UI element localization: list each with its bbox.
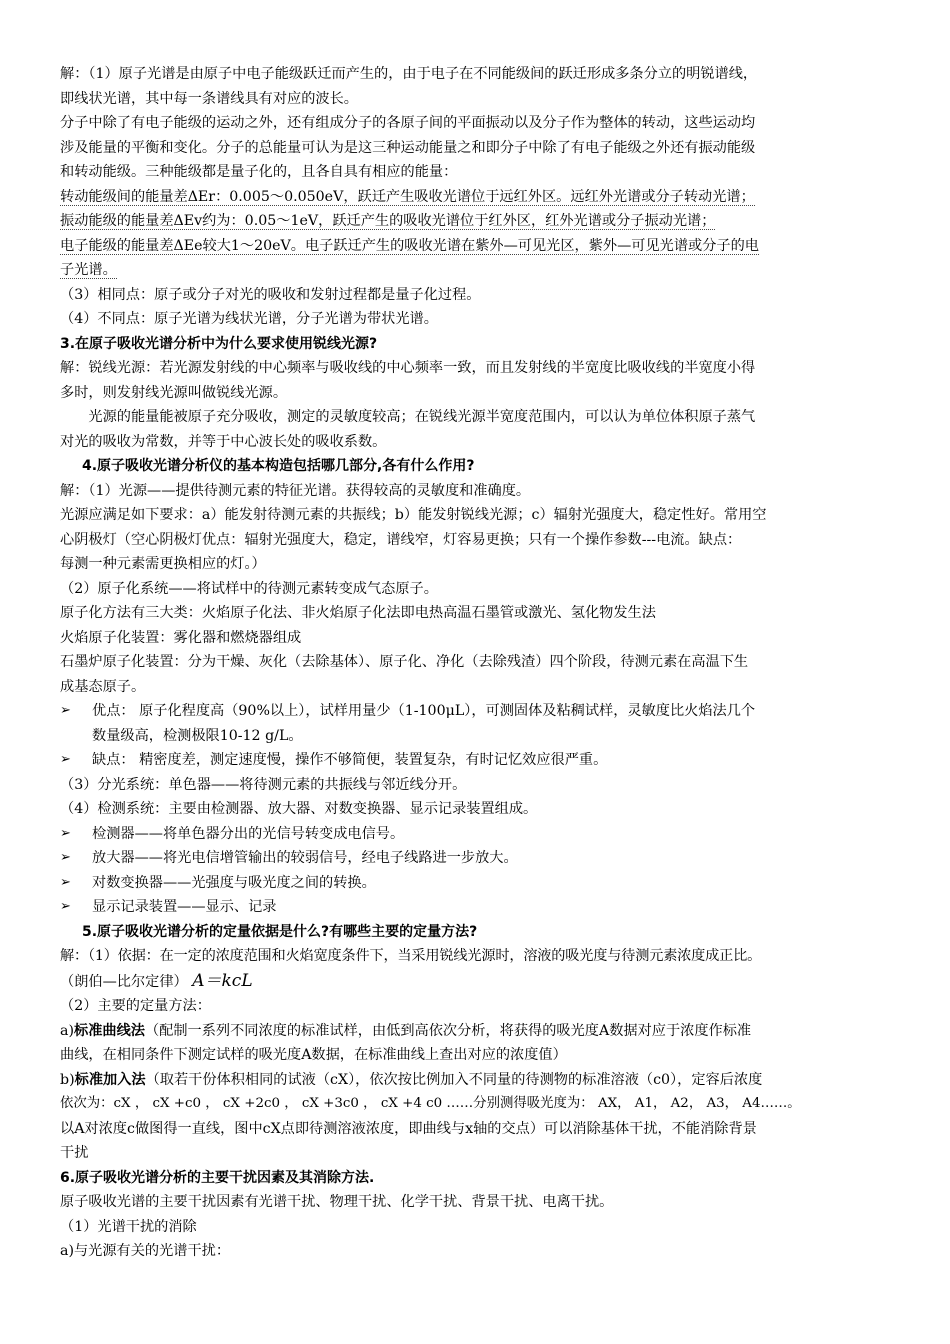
answer-line: 火焰原子化装置：雾化器和燃烧器组成 [60,629,302,646]
answer-line: 心阴极灯（空心阴极灯优点：辐射光强度大，稳定，谱线窄，灯容易更换；只有一个操作参数---电流。缺点： [60,531,742,548]
answer-line: 石墨炉原子化装置：分为干燥、灰化（去除基体）、原子化、净化（去除残渣）四个阶段，待测元素在高温下生 [60,654,749,670]
underlined-line [60,258,890,283]
electron-energy-text: 电子能级的能量差ΔEe较大1～20eV。电子跃迁产生的吸收光谱在紫外—可见光区，紫外—可见光谱或分子的电 [60,237,759,254]
arrow-bullet-icon: ➢ [60,850,71,865]
question-4-heading: 4.原子吸收光谱分析仪的基本构造包括哪几部分,各有什么作用? [82,458,475,474]
bullet-item: ➢ 优点： 原子化程度高（90%以上），试样用量少（1-100μL），可测固体及粘稠试样，灵敏度比火焰法几个 数量级高，检测极限10-12 g/L。 [60,699,890,748]
answer-line: 对光的吸收为常数，并等于中心波长处的吸收系数。 [60,433,387,450]
rotation-energy-text: 转动能级间的能量差ΔEr：0.005～0.050eV，跃迁产生吸收光谱位于远红外区。远红外光谱或分子转动光谱； [60,188,755,205]
answer-line: （朗伯—比尔定律） A＝kcL [60,970,253,991]
arrow-bullet-icon: ➢ [60,825,71,841]
answer-line: a)标准曲线法（配制一系列不同浓度的标准试样，由低到高依次分析，将获得的吸光度A数据对应于浓度作标准 [60,1022,752,1039]
arrow-bullet-icon: ➢ [60,752,71,767]
question-3-heading: 3.在原子吸收光谱分析中为什么要求使用锐线光源? [60,335,378,352]
answer-line: 光源应满足如下要求：a）能发射待测元素的共振线；b）能发射锐线光源；c）辐射光强度大，稳定性好。常用空 [60,507,767,523]
bullet-item: ➢ 检测器——将单色器分出的光信号转变成电信号。 [60,822,890,847]
arrow-bullet-icon: ➢ [60,703,71,718]
answer-line: 即线状光谱，其中每一条谱线具有对应的波长。 [60,90,358,107]
answer-line: （3）相同点：原子或分子对光的吸收和发射过程都是量子化过程。 [60,286,481,303]
answer-line: （4）检测系统：主要由检测器、放大器、对数变换器、显示记录装置组成。 [60,801,538,817]
arrow-bullet-icon: ➢ [60,874,71,890]
answer-line: 涉及能量的平衡和变化。分子的总能量可认为是这三种运动能量之和即分子中除了有电子能级之外还有振动能级 [60,139,756,156]
bullet-item: ➢ 缺点： 精密度差，测定速度慢，操作不够简便，装置复杂，有时记忆效应很严重。 [60,748,890,773]
bullet-item: ➢ 对数变换器——光强度与吸光度之间的转换。 [60,871,890,896]
answer-line: a)与光源有关的光谱干扰： [60,1243,231,1259]
underlined-line [60,209,890,234]
answer-line: 多时，则发射线光源叫做锐线光源。 [60,384,288,401]
answer-line: 干扰 [60,1145,89,1161]
answer-line: 曲线，在相同条件下测定试样的吸光度A数据，在标准曲线上查出对应的浓度值） [60,1047,567,1063]
method-name: 标准曲线法 [74,1022,145,1039]
question-5-heading: 5.原子吸收光谱分析的定量依据是什么?有哪些主要的定量方法? [82,923,478,940]
electron-energy-text-cont: 子光谱。 [60,262,117,278]
answer-line: （1）光谱干扰的消除 [60,1218,197,1235]
underlined-line [60,185,890,210]
answer-line: 依次为：cX ， cX +c0 ， cX +2c0 ， cX +3c0 ， cX +4 c0 ……分别测得吸光度为： AX， A1， A2， A3， A4……。 [60,1096,801,1111]
question-6-heading: 6.原子吸收光谱分析的主要干扰因素及其消除方法. [60,1169,375,1186]
answer-line: 原子化方法有三大类：火焰原子化法、非火焰原子化法即电热高温石墨管或激光、氢化物发生法 [60,605,656,621]
answer-line: 解：（1）光源——提供待测元素的特征光谱。获得较高的灵敏度和准确度。 [60,482,531,499]
answer-line: b)标准加入法（取若干份体积相同的试液（cX），依次按比例加入不同量的待测物的标准溶液（c0），定容后浓度 [60,1071,763,1088]
beer-lambert-formula: A＝kcL [192,970,253,991]
answer-line: 解：锐线光源：若光源发射线的中心频率与吸收线的中心频率一致，而且发射线的半宽度比吸收线的半宽度小得 [60,360,756,376]
arrow-bullet-icon: ➢ [60,899,71,914]
answer-line: （3）分光系统：单色器——将待测元素的共振线与邻近线分开。 [60,776,467,793]
underlined-line [60,234,890,259]
answer-line: 光源的能量能被原子充分吸收，测定的灵敏度较高；在锐线光源半宽度范围内，可以认为单位体积原子蒸气 [88,409,756,425]
answer-line: 成基态原子。 [60,678,146,695]
bullet-item: ➢ 放大器——将光电信增管输出的较弱信号，经电子线路进一步放大。 [60,846,890,871]
bullet-item: ➢ 显示记录装置——显示、记录 [60,895,890,920]
answer-line: 解：（1）依据：在一定的浓度范围和火焰宽度条件下，当采用锐线光源时，溶液的吸光度与待测元素浓度成正比。 [60,948,762,964]
answer-line: 解：（1）原子光谱是由原子中电子能级跃迁而产生的，由于电子在不同能级间的跃迁形成多条分立的明锐谱线， [60,66,758,82]
method-name: 标准加入法 [74,1071,146,1088]
answer-line: 原子吸收光谱的主要干扰因素有光谱干扰、物理干扰、化学干扰、背景干扰、电离干扰。 [60,1194,614,1210]
answer-line: 以A对浓度c做图得一直线，图中cX点即待测溶液浓度，即曲线与x轴的交点）可以消除基体干扰，不能消除背景 [60,1120,757,1137]
answer-line: （2）主要的定量方法： [60,998,211,1014]
document-body [60,62,890,1264]
answer-line: 分子中除了有电子能级的运动之外，还有组成分子的各原子间的平面振动以及分子作为整体的转动，这些运动均 [60,115,756,131]
answer-line: 和转动能级。三种能级都是量子化的，且各自具有相应的能量： [60,164,458,180]
answer-line: 每测一种元素需更换相应的灯。） [60,556,266,572]
answer-line: （4）不同点：原子光谱为线状光谱，分子光谱为带状光谱。 [60,311,438,327]
answer-line: （2）原子化系统——将试样中的待测元素转变成气态原子。 [60,580,438,597]
vibration-energy-text: 振动能级的能量差ΔEv约为：0.05～1eV，跃迁产生的吸收光谱位于红外区，红外光谱或分子振动光谱； [60,213,716,229]
